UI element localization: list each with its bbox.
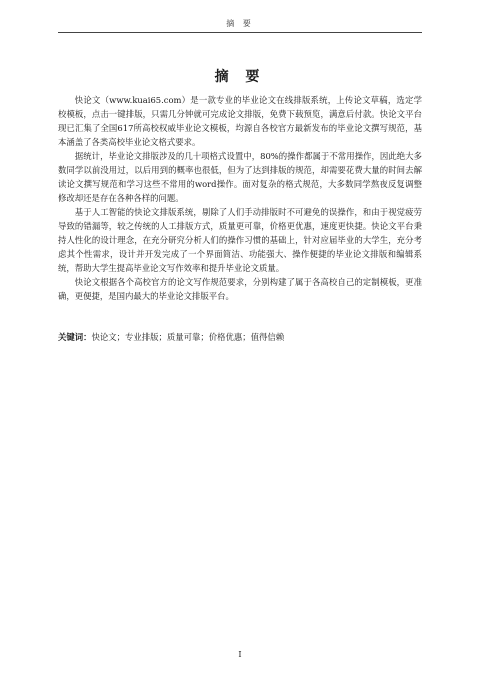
keywords-label: 关键词： [58,332,92,342]
page-number: I [238,650,242,659]
header-rule [58,32,422,33]
abstract-paragraph: 据统计，毕业论文排版涉及的几十项格式设置中，80%的操作都属于不常用操作，因此绝大多数同学以前没用过，以后用到的概率也很低，但为了达到排版的规范，却需要花费大量的时间去解读论文撰写规范和学习这些不常用的word操作。面对复杂的格式规范，大多数同学熬夜反复调整修改却还是存在各种各样的问题。 [58,151,422,203]
abstract-paragraph: 快论文根据各个高校官方的论文写作规范要求，分别构建了属于各高校自己的定制模板，更准确，更便捷，是国内最大的毕业论文排版平台。 [58,277,422,301]
abstract-body [58,93,422,303]
keywords-value: 快论文；专业排版；质量可靠；价格优惠；值得信赖 [91,332,285,342]
keywords-line [58,330,422,344]
abstract-paragraph: 快论文（www.kuai65.com）是一款专业的毕业论文在线排版系统，上传论文草稿，选定学校模板，点击一键排版，只需几分钟就可完成论文排版，免费下载预览，满意后付款。快论文平台现已汇集了全国617所高校权威毕业论文模板，均源自各校官方最新发布的毕业论文撰写规范，基本涵盖了各类高校毕业论文格式要求。 [58,95,422,147]
page-title: 摘 要 [214,69,266,85]
running-header: 摘 要 [226,19,254,28]
abstract-paragraph: 基于人工智能的快论文排版系统，剔除了人们手动排版时不可避免的误操作，和由于视觉疲劳导致的错漏等，较之传统的人工排版方式，质量更可靠，价格更优惠，速度更快捷。快论文平台秉持人性化的设计理念，在充分研究分析人们的操作习惯的基础上，针对应届毕业的大学生，充分考虑其个性需求，设计并开发完成了一个界面简洁、功能强大、操作便捷的毕业论文排版和编辑系统，帮助大学生提高毕业论文写作效率和提升毕业论文质量。 [58,207,422,273]
